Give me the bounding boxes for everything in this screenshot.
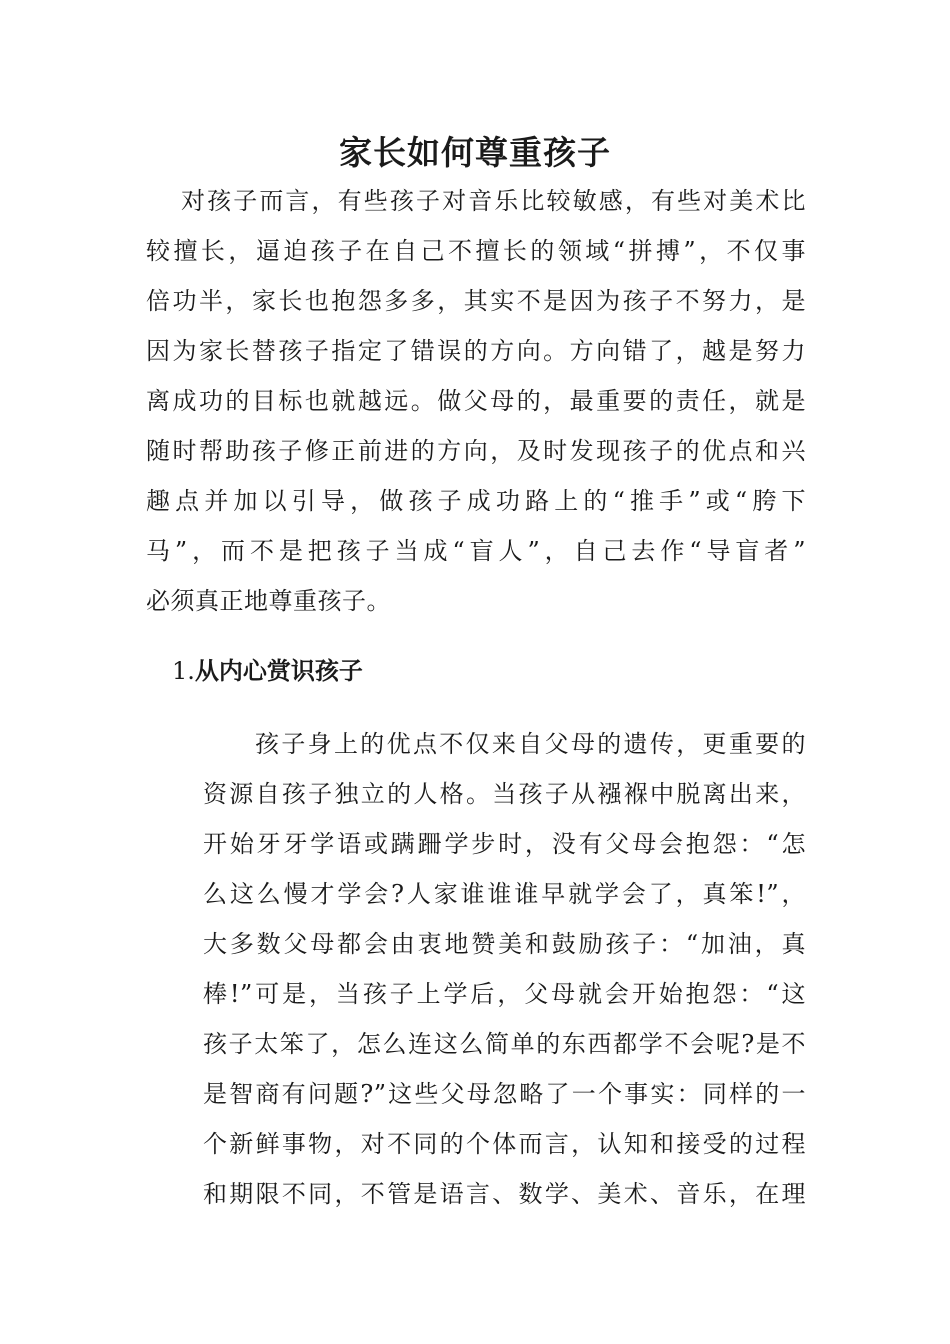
section-line: 棒!”可是，当孩子上学后，父母就会开始抱怨：“这: [203, 980, 806, 1008]
intro-line: 较擅长，逼迫孩子在自己不擅长的领域“拼搏”，不仅事: [146, 237, 806, 265]
section-line: 开始牙牙学语或蹒跚学步时，没有父母会抱怨：“怎: [203, 830, 806, 858]
section-line: 大多数父母都会由衷地赞美和鼓励孩子：“加油，真: [203, 930, 806, 958]
intro-line: 必须真正地尊重孩子。: [146, 587, 391, 615]
document-title: 家长如何尊重孩子: [339, 133, 611, 172]
intro-line: 趣点并加以引导，做孩子成功路上的“推手”或“胯下: [146, 487, 806, 515]
intro-line: 马”，而不是把孩子当成“盲人”，自己去作“导盲者”: [146, 537, 806, 565]
intro-line: 对孩子而言，有些孩子对音乐比较敏感，有些对美术比: [181, 187, 806, 215]
section-number: 1.: [172, 657, 195, 685]
section-line: 么这么慢才学会?人家谁谁谁早就学会了，真笨!”，: [203, 880, 806, 908]
section-line: 孩子太笨了，怎么连这么简单的东西都学不会呢?是不: [203, 1030, 806, 1058]
intro-line: 因为家长替孩子指定了错误的方向。方向错了，越是努力: [146, 337, 806, 365]
section-line: 和期限不同，不管是语言、数学、美术、音乐，在理: [203, 1180, 806, 1208]
section-line: 资源自孩子独立的人格。当孩子从襁褓中脱离出来，: [203, 780, 806, 808]
section-heading-text: 从内心赏识孩子: [194, 656, 363, 685]
section-line: 个新鲜事物，对不同的个体而言，认知和接受的过程: [203, 1130, 806, 1158]
intro-line: 离成功的目标也就越远。做父母的，最重要的责任，就是: [146, 387, 806, 415]
section-line: 孩子身上的优点不仅来自父母的遗传，更重要的: [255, 730, 806, 758]
section-line: 是智商有问题?”这些父母忽略了一个事实：同样的一: [203, 1080, 806, 1108]
section-heading: [172, 656, 363, 686]
intro-line: 随时帮助孩子修正前进的方向，及时发现孩子的优点和兴: [146, 437, 806, 465]
intro-line: 倍功半，家长也抱怨多多，其实不是因为孩子不努力，是: [146, 287, 806, 315]
